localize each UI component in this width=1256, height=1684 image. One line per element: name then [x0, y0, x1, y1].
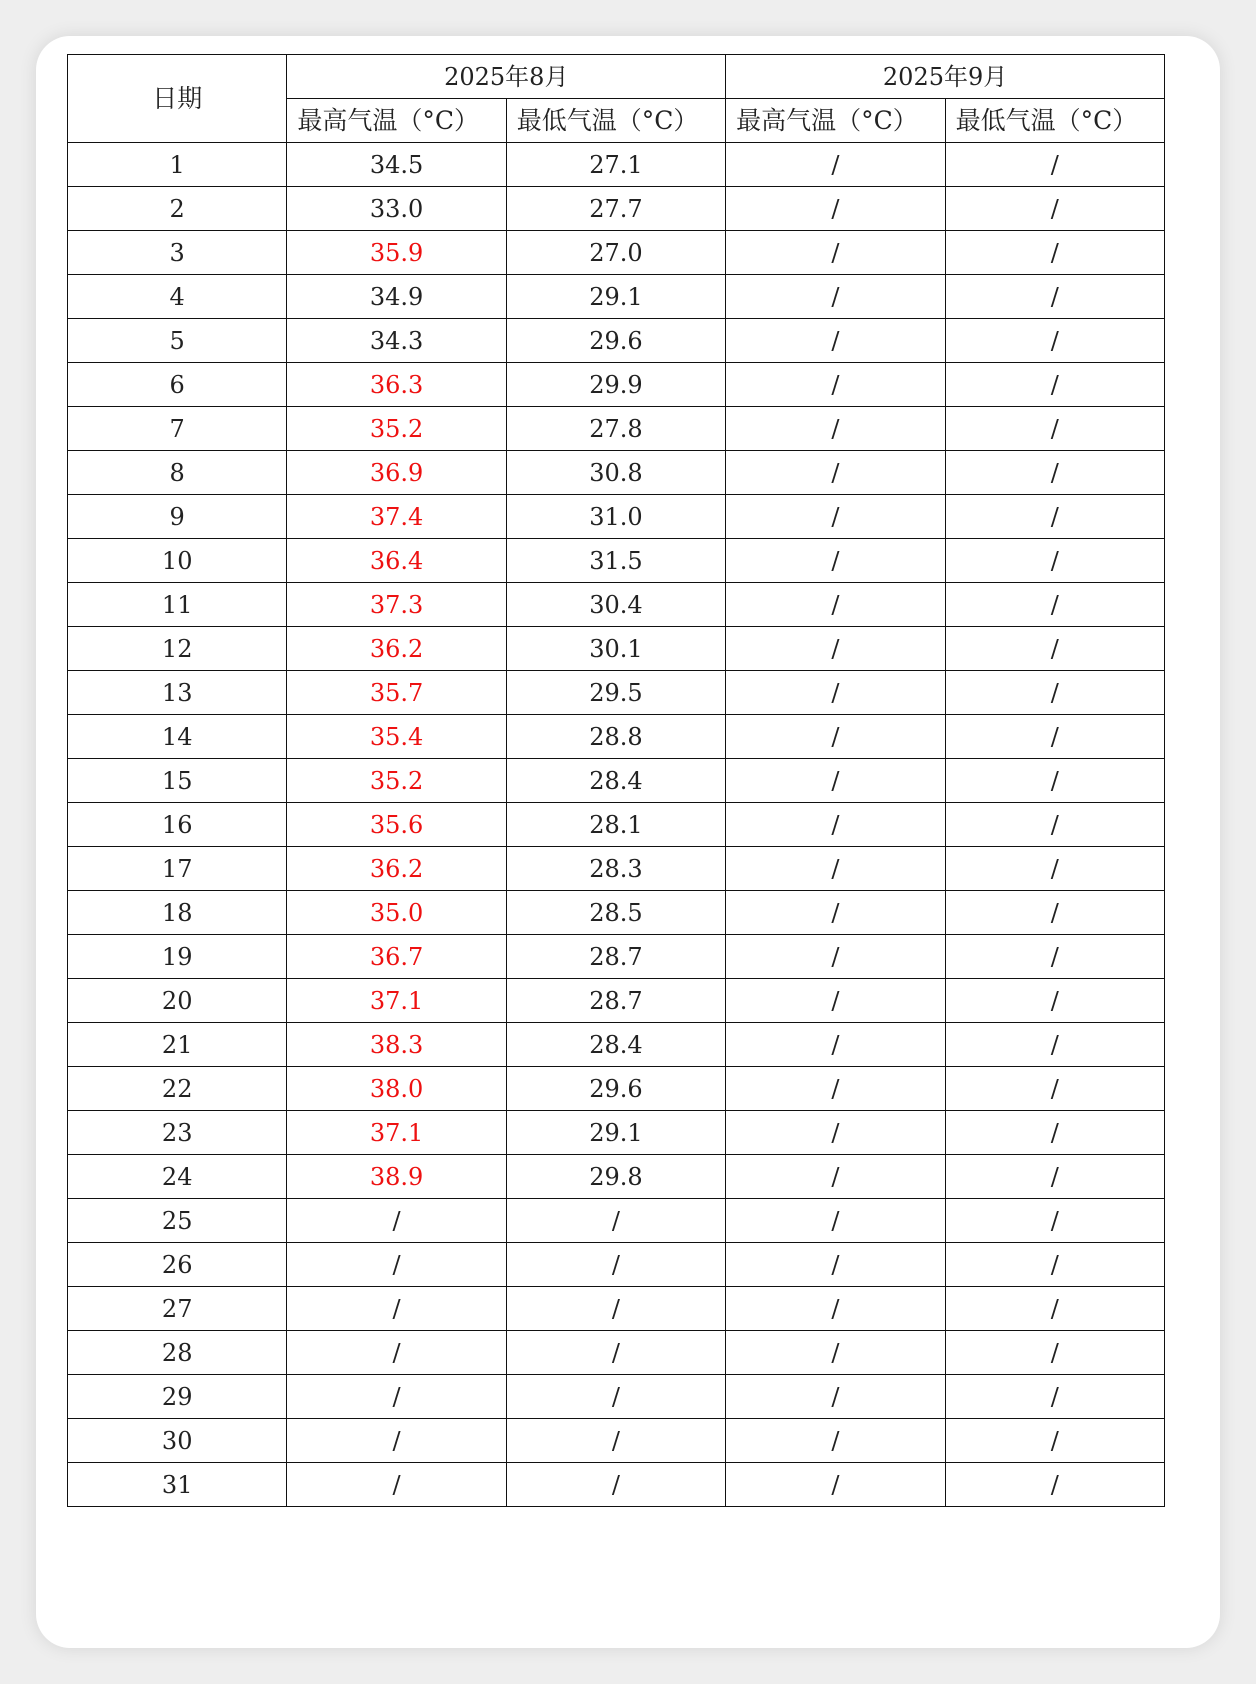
- sep-low-cell: /: [945, 187, 1164, 231]
- sep-high-cell: /: [726, 1155, 945, 1199]
- table-row: [68, 1463, 1165, 1507]
- table-row: [68, 1111, 1165, 1155]
- aug-low-cell: 28.5: [506, 891, 725, 935]
- sep-low-cell: /: [945, 495, 1164, 539]
- sep-high-cell: /: [726, 1199, 945, 1243]
- sep-low-cell: /: [945, 1111, 1164, 1155]
- aug-low-cell: /: [506, 1419, 725, 1463]
- aug-high-cell: 36.7: [287, 935, 506, 979]
- sep-low-cell: /: [945, 1155, 1164, 1199]
- sep-low-cell: /: [945, 979, 1164, 1023]
- aug-high-cell: 36.3: [287, 363, 506, 407]
- aug-high-cell: /: [287, 1243, 506, 1287]
- aug-low-cell: 31.5: [506, 539, 725, 583]
- table-row: [68, 891, 1165, 935]
- date-cell: 19: [68, 935, 287, 979]
- aug-low-cell: 28.4: [506, 1023, 725, 1067]
- date-cell: 18: [68, 891, 287, 935]
- sep-high-cell: /: [726, 935, 945, 979]
- aug-high-cell: /: [287, 1375, 506, 1419]
- aug-high-cell: /: [287, 1287, 506, 1331]
- sep-low-cell: /: [945, 1199, 1164, 1243]
- aug-high-cell: 34.5: [287, 143, 506, 187]
- header-row-months: [68, 55, 1165, 99]
- sep-low-cell: /: [945, 759, 1164, 803]
- table-row: [68, 1331, 1165, 1375]
- aug-low-cell: 28.7: [506, 935, 725, 979]
- date-cell: 11: [68, 583, 287, 627]
- sep-low-cell: /: [945, 407, 1164, 451]
- table-row: [68, 275, 1165, 319]
- sep-high-cell: /: [726, 1243, 945, 1287]
- sep-low-header: 最低气温（°C）: [945, 99, 1164, 143]
- sep-low-cell: /: [945, 891, 1164, 935]
- table-row: [68, 1419, 1165, 1463]
- sep-high-cell: /: [726, 319, 945, 363]
- aug-low-cell: /: [506, 1463, 725, 1507]
- date-cell: 13: [68, 671, 287, 715]
- aug-low-header: 最低气温（°C）: [506, 99, 725, 143]
- aug-low-cell: 30.1: [506, 627, 725, 671]
- sep-high-cell: /: [726, 1023, 945, 1067]
- sep-high-cell: /: [726, 1375, 945, 1419]
- table-row: [68, 715, 1165, 759]
- sep-high-cell: /: [726, 715, 945, 759]
- sep-low-cell: /: [945, 1419, 1164, 1463]
- table-row: [68, 979, 1165, 1023]
- date-cell: 30: [68, 1419, 287, 1463]
- aug-high-cell: 37.3: [287, 583, 506, 627]
- aug-high-cell: 35.6: [287, 803, 506, 847]
- date-cell: 6: [68, 363, 287, 407]
- aug-low-cell: /: [506, 1243, 725, 1287]
- sep-high-cell: /: [726, 1111, 945, 1155]
- aug-high-cell: 35.2: [287, 407, 506, 451]
- sep-high-cell: /: [726, 803, 945, 847]
- sep-low-cell: /: [945, 627, 1164, 671]
- month-header-september: 2025年9月: [726, 55, 1165, 99]
- sep-high-cell: /: [726, 1287, 945, 1331]
- aug-high-cell: 34.9: [287, 275, 506, 319]
- aug-low-cell: 27.8: [506, 407, 725, 451]
- sep-high-cell: /: [726, 1419, 945, 1463]
- table-row: [68, 363, 1165, 407]
- aug-high-cell: /: [287, 1463, 506, 1507]
- aug-high-cell: 35.7: [287, 671, 506, 715]
- sep-low-cell: /: [945, 231, 1164, 275]
- sep-high-cell: /: [726, 1331, 945, 1375]
- sep-high-cell: /: [726, 275, 945, 319]
- aug-high-cell: 34.3: [287, 319, 506, 363]
- aug-high-cell: 35.2: [287, 759, 506, 803]
- sep-low-cell: /: [945, 847, 1164, 891]
- table-row: [68, 187, 1165, 231]
- aug-high-cell: 35.9: [287, 231, 506, 275]
- aug-low-cell: 27.0: [506, 231, 725, 275]
- sep-low-cell: /: [945, 1023, 1164, 1067]
- table-body: [68, 143, 1165, 1507]
- aug-low-cell: 27.1: [506, 143, 725, 187]
- sep-high-cell: /: [726, 495, 945, 539]
- table-row: [68, 1067, 1165, 1111]
- aug-low-cell: /: [506, 1287, 725, 1331]
- aug-low-cell: 29.6: [506, 1067, 725, 1111]
- table-row: [68, 1155, 1165, 1199]
- sep-low-cell: /: [945, 1067, 1164, 1111]
- table-row: [68, 319, 1165, 363]
- table-row: [68, 803, 1165, 847]
- sep-high-header: 最高气温（°C）: [726, 99, 945, 143]
- aug-high-cell: 35.4: [287, 715, 506, 759]
- aug-low-cell: 29.5: [506, 671, 725, 715]
- document-card: [36, 36, 1220, 1648]
- sep-high-cell: /: [726, 539, 945, 583]
- sep-high-cell: /: [726, 363, 945, 407]
- sep-low-cell: /: [945, 319, 1164, 363]
- aug-high-cell: 35.0: [287, 891, 506, 935]
- date-cell: 28: [68, 1331, 287, 1375]
- date-cell: 1: [68, 143, 287, 187]
- sep-high-cell: /: [726, 187, 945, 231]
- aug-low-cell: 28.7: [506, 979, 725, 1023]
- sep-low-cell: /: [945, 451, 1164, 495]
- table-row: [68, 935, 1165, 979]
- date-cell: 29: [68, 1375, 287, 1419]
- date-cell: 5: [68, 319, 287, 363]
- sep-high-cell: /: [726, 891, 945, 935]
- table-row: [68, 1287, 1165, 1331]
- aug-high-cell: 38.0: [287, 1067, 506, 1111]
- table-row: [68, 143, 1165, 187]
- table-row: [68, 583, 1165, 627]
- aug-low-cell: 28.4: [506, 759, 725, 803]
- aug-high-cell: 36.2: [287, 627, 506, 671]
- sep-high-cell: /: [726, 671, 945, 715]
- aug-low-cell: 29.6: [506, 319, 725, 363]
- sep-high-cell: /: [726, 759, 945, 803]
- date-column-header: 日期: [68, 55, 287, 143]
- sep-low-cell: /: [945, 715, 1164, 759]
- date-cell: 20: [68, 979, 287, 1023]
- table-row: [68, 539, 1165, 583]
- sep-high-cell: /: [726, 627, 945, 671]
- aug-low-cell: /: [506, 1199, 725, 1243]
- sep-high-cell: /: [726, 407, 945, 451]
- date-cell: 17: [68, 847, 287, 891]
- aug-high-cell: 37.1: [287, 979, 506, 1023]
- sep-high-cell: /: [726, 143, 945, 187]
- sep-low-cell: /: [945, 1375, 1164, 1419]
- table-row: [68, 759, 1165, 803]
- date-cell: 7: [68, 407, 287, 451]
- aug-low-cell: 28.3: [506, 847, 725, 891]
- aug-high-cell: 37.4: [287, 495, 506, 539]
- aug-low-cell: 29.8: [506, 1155, 725, 1199]
- temperature-table: [67, 54, 1165, 1507]
- table-row: [68, 847, 1165, 891]
- sep-high-cell: /: [726, 847, 945, 891]
- date-cell: 2: [68, 187, 287, 231]
- sep-low-cell: /: [945, 275, 1164, 319]
- date-cell: 22: [68, 1067, 287, 1111]
- aug-high-cell: 37.1: [287, 1111, 506, 1155]
- sep-low-cell: /: [945, 1463, 1164, 1507]
- date-cell: 27: [68, 1287, 287, 1331]
- date-cell: 12: [68, 627, 287, 671]
- sep-high-cell: /: [726, 583, 945, 627]
- aug-low-cell: 28.1: [506, 803, 725, 847]
- aug-high-cell: 38.3: [287, 1023, 506, 1067]
- aug-high-cell: 33.0: [287, 187, 506, 231]
- sep-low-cell: /: [945, 1287, 1164, 1331]
- sep-low-cell: /: [945, 583, 1164, 627]
- date-cell: 31: [68, 1463, 287, 1507]
- aug-high-header: 最高气温（°C）: [287, 99, 506, 143]
- date-cell: 15: [68, 759, 287, 803]
- aug-high-cell: 36.2: [287, 847, 506, 891]
- sep-low-cell: /: [945, 143, 1164, 187]
- aug-low-cell: 30.4: [506, 583, 725, 627]
- sep-high-cell: /: [726, 979, 945, 1023]
- sep-high-cell: /: [726, 1463, 945, 1507]
- date-cell: 9: [68, 495, 287, 539]
- aug-low-cell: 29.1: [506, 275, 725, 319]
- date-cell: 21: [68, 1023, 287, 1067]
- table-row: [68, 495, 1165, 539]
- date-cell: 3: [68, 231, 287, 275]
- date-cell: 8: [68, 451, 287, 495]
- aug-low-cell: 29.9: [506, 363, 725, 407]
- sep-low-cell: /: [945, 1331, 1164, 1375]
- aug-high-cell: /: [287, 1419, 506, 1463]
- aug-high-cell: 36.4: [287, 539, 506, 583]
- aug-high-cell: 36.9: [287, 451, 506, 495]
- table-row: [68, 671, 1165, 715]
- aug-low-cell: 28.8: [506, 715, 725, 759]
- aug-high-cell: /: [287, 1331, 506, 1375]
- sep-low-cell: /: [945, 803, 1164, 847]
- table-row: [68, 407, 1165, 451]
- table-row: [68, 627, 1165, 671]
- date-cell: 14: [68, 715, 287, 759]
- aug-high-cell: /: [287, 1199, 506, 1243]
- sep-low-cell: /: [945, 671, 1164, 715]
- table-row: [68, 1243, 1165, 1287]
- date-cell: 10: [68, 539, 287, 583]
- date-cell: 16: [68, 803, 287, 847]
- table-row: [68, 1199, 1165, 1243]
- sep-low-cell: /: [945, 539, 1164, 583]
- sep-low-cell: /: [945, 935, 1164, 979]
- sep-high-cell: /: [726, 231, 945, 275]
- date-cell: 26: [68, 1243, 287, 1287]
- month-header-august: 2025年8月: [287, 55, 726, 99]
- date-cell: 24: [68, 1155, 287, 1199]
- table-row: [68, 1375, 1165, 1419]
- date-cell: 25: [68, 1199, 287, 1243]
- sep-high-cell: /: [726, 1067, 945, 1111]
- aug-low-cell: /: [506, 1375, 725, 1419]
- table-row: [68, 231, 1165, 275]
- table-row: [68, 1023, 1165, 1067]
- date-cell: 23: [68, 1111, 287, 1155]
- aug-low-cell: /: [506, 1331, 725, 1375]
- sep-low-cell: /: [945, 1243, 1164, 1287]
- date-cell: 4: [68, 275, 287, 319]
- sep-high-cell: /: [726, 451, 945, 495]
- table-row: [68, 451, 1165, 495]
- aug-low-cell: 31.0: [506, 495, 725, 539]
- aug-low-cell: 29.1: [506, 1111, 725, 1155]
- aug-high-cell: 38.9: [287, 1155, 506, 1199]
- aug-low-cell: 30.8: [506, 451, 725, 495]
- aug-low-cell: 27.7: [506, 187, 725, 231]
- sep-low-cell: /: [945, 363, 1164, 407]
